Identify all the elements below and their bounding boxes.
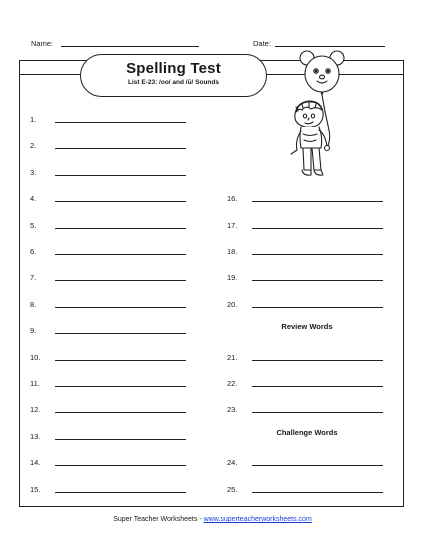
answer-line[interactable] <box>55 360 186 361</box>
item-number: 23. <box>227 405 238 414</box>
item-number: 16. <box>227 194 238 203</box>
answer-line[interactable] <box>55 492 186 493</box>
item-number: 22. <box>227 379 238 388</box>
answer-line[interactable] <box>55 465 186 466</box>
item-number: 15. <box>30 485 41 494</box>
answer-line[interactable] <box>252 360 383 361</box>
item-number: 25. <box>227 485 238 494</box>
answer-line[interactable] <box>55 228 186 229</box>
answer-line[interactable] <box>55 201 186 202</box>
title-banner <box>80 54 267 97</box>
answer-line[interactable] <box>55 386 186 387</box>
footer-link[interactable]: www.superteacherworksheets.com <box>203 516 312 523</box>
answer-line[interactable] <box>55 333 186 334</box>
answer-line[interactable] <box>55 122 186 123</box>
item-number: 10. <box>30 353 41 362</box>
answer-line[interactable] <box>55 280 186 281</box>
answer-line[interactable] <box>252 254 383 255</box>
item-number: 14. <box>30 458 41 467</box>
item-number: 7. <box>30 273 37 282</box>
page-title: Spelling Test <box>126 60 221 77</box>
item-number: 17. <box>227 221 238 230</box>
item-number: 12. <box>30 405 41 414</box>
footer <box>0 516 425 523</box>
item-number: 13. <box>30 432 41 441</box>
item-number: 8. <box>30 300 37 309</box>
answer-line[interactable] <box>252 307 383 308</box>
item-number: 11. <box>30 379 40 388</box>
answer-line[interactable] <box>55 439 186 440</box>
answer-line[interactable] <box>252 492 383 493</box>
review-words-heading: Review Words <box>281 322 333 331</box>
item-number: 2. <box>30 141 37 150</box>
footer-separator: - <box>197 516 204 523</box>
item-number: 19. <box>227 273 238 282</box>
answer-line[interactable] <box>252 386 383 387</box>
item-number: 6. <box>30 247 37 256</box>
answer-line[interactable] <box>55 148 186 149</box>
item-number: 4. <box>30 194 37 203</box>
item-number: 5. <box>30 221 37 230</box>
challenge-words-heading: Challenge Words <box>276 428 338 437</box>
name-field[interactable] <box>61 46 199 47</box>
item-number: 20. <box>227 300 238 309</box>
answer-line[interactable] <box>252 465 383 466</box>
item-number: 21. <box>227 353 238 362</box>
answer-line[interactable] <box>252 228 383 229</box>
item-number: 24. <box>227 458 238 467</box>
item-number: 1. <box>30 115 37 124</box>
answer-line[interactable] <box>55 412 186 413</box>
name-label: Name: <box>31 39 54 48</box>
answer-line[interactable] <box>55 254 186 255</box>
answer-line[interactable] <box>252 201 383 202</box>
answer-line[interactable] <box>252 280 383 281</box>
answer-line[interactable] <box>55 175 186 176</box>
item-number: 9. <box>30 326 37 335</box>
item-number: 3. <box>30 168 37 177</box>
footer-brand: Super Teacher Worksheets <box>113 516 198 523</box>
child-with-balloon-icon <box>285 38 375 188</box>
item-number: 18. <box>227 247 238 256</box>
page-subtitle: List E-23: /oo/ and /ū/ Sounds <box>127 79 219 86</box>
answer-line[interactable] <box>55 307 186 308</box>
answer-line[interactable] <box>252 412 383 413</box>
date-label: Date: <box>253 39 271 48</box>
